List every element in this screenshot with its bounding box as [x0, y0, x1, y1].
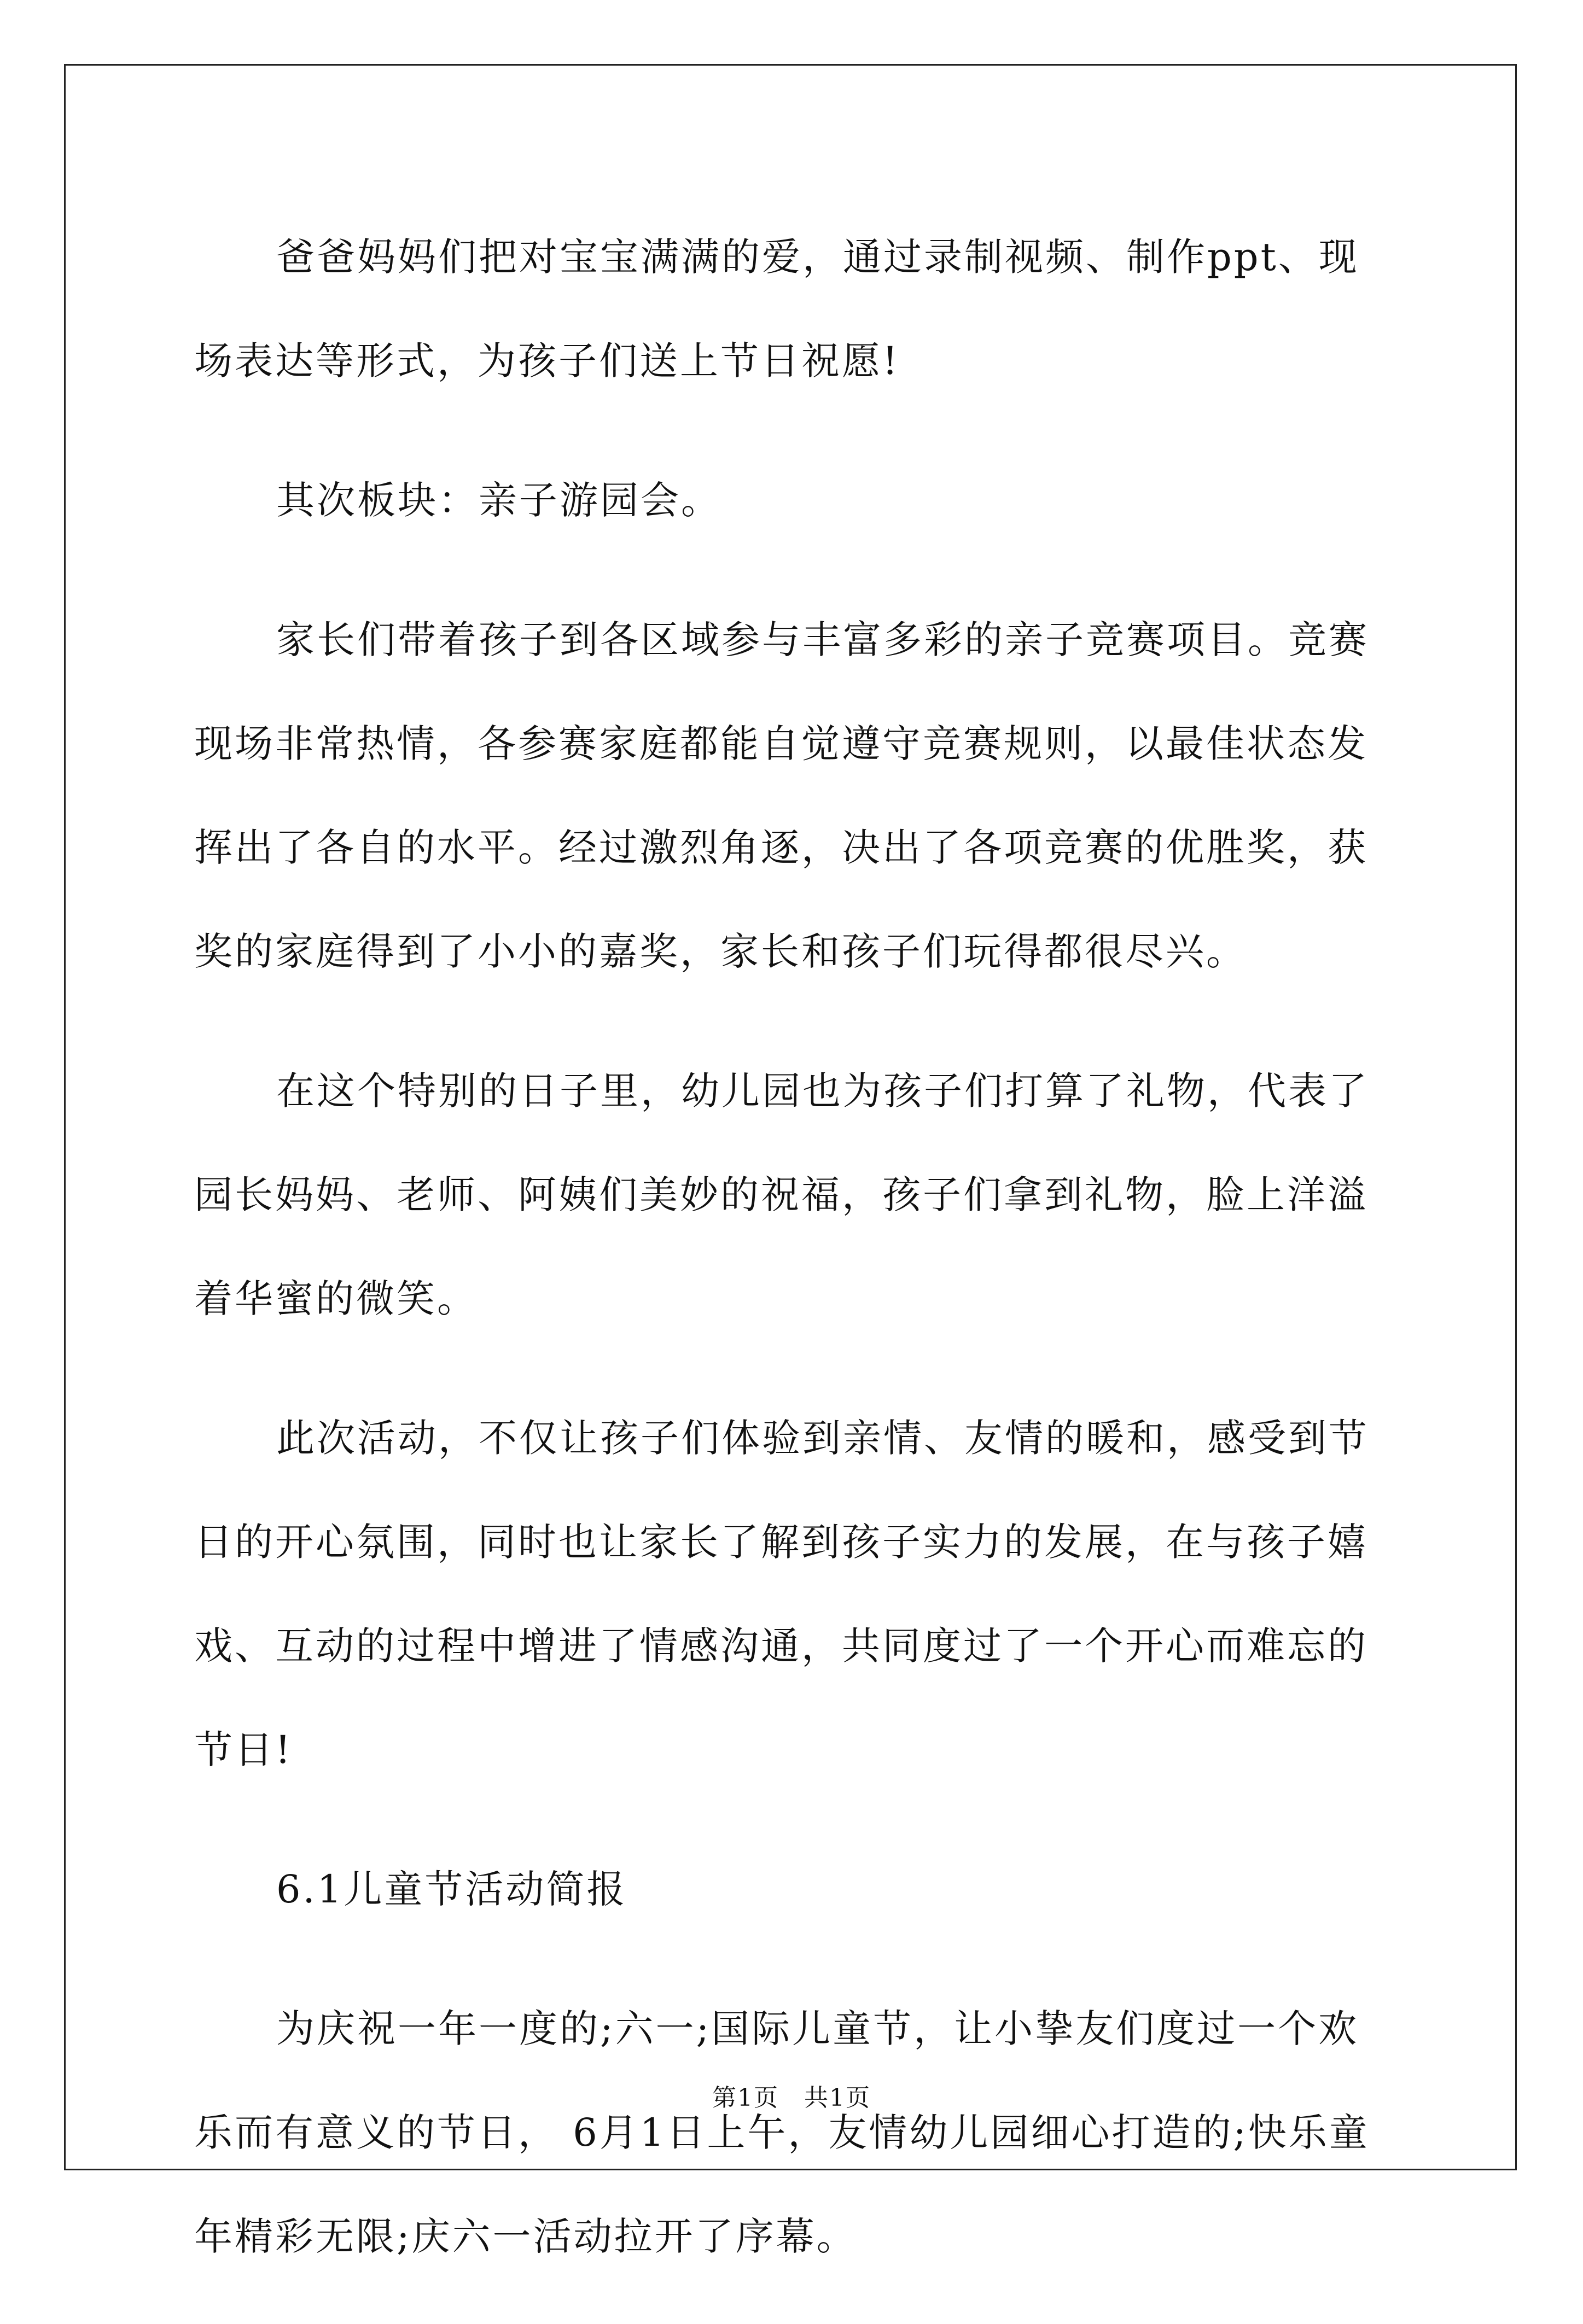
- paragraph-gifts: 在这个特别的日子里，幼儿园也为孩子们打算了礼物，代表了园长妈妈、老师、阿姨们美妙的祝福，孩子们拿到礼物，脸上洋溢着华蜜的微笑。: [194, 1068, 1369, 1321]
- paragraph-report-title: 6.1儿童节活动简报: [276, 1867, 627, 1912]
- paragraph-section-two-heading: 其次板块：亲子游园会。: [276, 478, 721, 523]
- paragraph-parent-child-games: 家长们带着孩子到各区域参与丰富多彩的亲子竞赛项目。竞赛现场非常热情，各参赛家庭都能自觉遵守竞赛规则，以最佳状态发挥出了各自的水平。经过激烈角逐，决出了各项竞赛的优胜奖，获奖的家庭得到了小小的嘉奖，家长和孩子们玩得都很尽兴。: [194, 617, 1369, 974]
- paragraph-summary: 此次活动，不仅让孩子们体验到亲情、友情的暖和，感受到节日的开心氛围，同时也让家长了解到孩子实力的发展，在与孩子嬉戏、互动的过程中增进了情感沟通，共同度过了一个开心而难忘的节日!: [194, 1416, 1369, 1772]
- paragraph-parent-blessings: 爸爸妈妈们把对宝宝满满的爱，通过录制视频、制作ppt、现场表达等形式，为孩子们送上节日祝愿!: [194, 235, 1359, 383]
- document-body: [194, 205, 1398, 2324]
- page-number-footer: 第1页 共1页: [712, 2084, 871, 2112]
- paragraph-report-intro: 为庆祝一年一度的;六一;国际儿童节，让小挚友们度过一个欢乐而有意义的节日， 6月1日上午，友情幼儿园细心打造的;快乐童年精彩无限;庆六一活动拉开了序幕。: [194, 2006, 1370, 2259]
